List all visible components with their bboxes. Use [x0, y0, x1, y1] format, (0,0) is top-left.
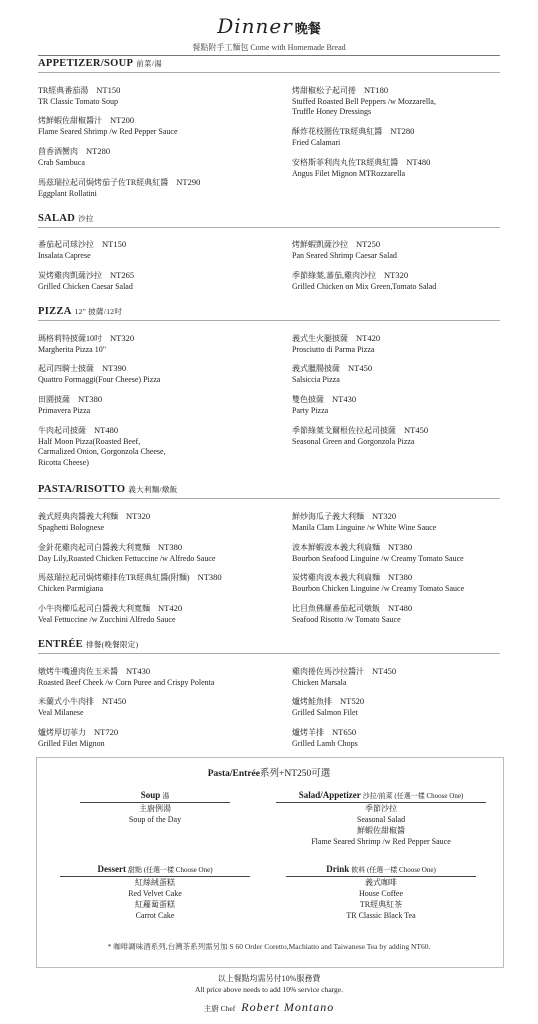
menu-item: 瑪格莉特披薩10吋 NT320 Margherita Pizza 10" [38, 333, 135, 354]
menu-item: 馬茲瑞拉起司焗烤茄子佐TR經典紅醬 NT290 Eggplant Rollatini [38, 177, 201, 198]
title-zh: 晚餐 [294, 21, 321, 36]
section-rule [38, 498, 500, 499]
menu-item: 季節綠葉戈爾根佐拉起司披薩 NT450 Seasonal Green and Gorgonzola Pizza [292, 425, 429, 446]
menu-item: 烤甜椒松子起司捲 NT180 Stuffed Roasted Bell Peppers /w Mozzarella, Truffle Honey Dressings [292, 85, 436, 116]
menu-item: 烤鮮蝦佐甜椒醬汁 NT200 Flame Seared Shrimp /w Red Pepper Sauce [38, 115, 178, 136]
set-menu-title: Pasta/Entrée系列+NT250可選 [207, 769, 331, 779]
section-title-salad: SALAD 沙拉 [38, 213, 94, 224]
menu-item: 爐烤羊排 NT650 Grilled Lamb Chops [292, 727, 358, 748]
menu-item: 烤鮮蝦凱薩沙拉 NT250 Pan Seared Shrimp Caesar Salad [292, 239, 397, 260]
section-title-pizza: PIZZA 12" 披薩/12吋 [38, 306, 123, 317]
section-rule [38, 227, 500, 228]
section-title-pasta: PASTA/RISOTTO 義大利麵/燉飯 [38, 484, 178, 495]
chef-signature: 主廚 Chef Robert Montano [203, 1000, 335, 1014]
menu-item: 馬茲瑞拉起司焗烤雞排佐TR經典紅醬(附麵) NT380 Chicken Parmigiana [38, 572, 222, 593]
menu-item: 義式生火腿披薩 NT420 Prosciutto di Parma Pizza [292, 333, 381, 354]
section-rule [38, 55, 500, 56]
set-salad-group: Salad/Appetizer 沙拉/前菜 (任選一樣 Choose One) 季節沙拉 Seasonal Salad 鮮蝦佐甜椒醬 Flame Seared Shrimp /w Red Pepper Sauce [270, 790, 492, 847]
set-drink-group: Drink 飲料 (任選一樣 Choose One) 義式咖啡 House Coffee TR經典紅茶 TR Classic Black Tea [270, 864, 492, 921]
section-title-appetizer: APPETIZER/SOUP 前菜/湯 [38, 58, 163, 69]
menu-item: 番茄起司球沙拉 NT150 Insalata Caprese [38, 239, 127, 260]
section-rule [38, 72, 500, 73]
service-charge-zh: 以上餐點均需另付10%服務費 [217, 974, 321, 983]
menu-item: 金針花雞肉起司白醬義大利寬麵 NT380 Day Lily,Roasted Chicken Fettuccine /w Alfredo Sauce [38, 542, 216, 563]
section-rule [38, 653, 500, 654]
set-footnote: * 咖啡調味酒系列,台灣茶系列需另加 S 60 Order Coretto,Machiatto and Taiwanese Tea by adding NT60. [107, 942, 431, 951]
menu-item: 雙色披薩 NT430 Party Pizza [292, 394, 357, 415]
set-soup-group: Soup 湯 主廚例湯 Soup of the Day [50, 790, 260, 825]
menu-item: 鮮炒海瓜子義大利麵 NT320 Manila Clam Linguine /w White Wine Sauce [292, 511, 437, 532]
section-title-entree: ENTRÉE 排餐(晚餐限定) [38, 639, 139, 650]
menu-item: 小牛肉櫛瓜起司白醬義大利寬麵 NT420 Veal Fettuccine /w Zucchini Alfredo Sauce [38, 603, 183, 624]
menu-title [0, 14, 538, 38]
menu-item: 爐烤鮭魚排 NT520 Grilled Salmon Filet [292, 696, 365, 717]
menu-item: 牛肉起司披薩 NT480 Half Moon Pizza(Roasted Beef, Carmalized Onion, Gorgonzola Cheese, Ricotta Cheese) [38, 425, 166, 467]
menu-item: 安格斯菲利肉丸佐TR經典紅醬 NT480 Angus Filet Mignon MTRozzarella [292, 157, 431, 178]
menu-item: 波本鮮蝦波本義大利扁麵 NT380 Bourbon Seafood Linguine /w Creamy Tomato Sauce [292, 542, 464, 563]
menu-item: 米蘭式小牛肉排 NT450 Veal Milanese [38, 696, 127, 717]
title-script: Dinner [217, 14, 293, 38]
menu-item: 茴香酒蟹肉 NT280 Crab Sambuca [38, 146, 111, 167]
menu-item: 義式經典肉醬義大利麵 NT320 Spaghetti Bolognese [38, 511, 151, 532]
menu-item: 炭烤雞肉波本義大利扁麵 NT380 Bourbon Chicken Linguine /w Creamy Tomato Sauce [292, 572, 465, 593]
menu-item: 雞肉捲佐馬沙拉醬汁 NT450 Chicken Marsala [292, 666, 397, 687]
set-dessert-group: Dessert 甜點 (任選一樣 Choose One) 紅絲絨蛋糕 Red Velvet Cake 紅蘿蔔蛋糕 Carrot Cake [50, 864, 260, 921]
service-charge-en: All price above needs to add 10% service charge. [195, 985, 343, 994]
menu-item: 季節綠葉,蕃茄,雞肉沙拉 NT320 Grilled Chicken on Mix Green,Tomato Salad [292, 270, 437, 291]
menu-item: 田園披薩 NT380 Primavera Pizza [38, 394, 103, 415]
menu-subtitle: 餐點附手工麵包 Come with Homemade Bread [192, 43, 346, 52]
menu-item: 炭烤雞肉凱薩沙拉 NT265 Grilled Chicken Caesar Salad [38, 270, 135, 291]
section-rule [38, 320, 500, 321]
menu-item: TR經典番茄湯 NT150 TR Classic Tomato Soup [38, 85, 121, 106]
menu-item: 酥炸花枝圈佐TR經典紅醬 NT280 Fried Calamari [292, 126, 415, 147]
menu-item: 義式臘腸披薩 NT450 Salsiccia Pizza [292, 363, 373, 384]
menu-item: 比目魚佛羅番茄起司燉飯 NT480 Seafood Risotto /w Tomato Sauce [292, 603, 413, 624]
menu-item: 燉烤牛嘴邊肉佐玉米醬 NT430 Roasted Beef Cheek /w Corn Puree and Crispy Polenta [38, 666, 215, 687]
set-menu-box [36, 757, 504, 968]
menu-item: 起司四騎士披薩 NT390 Quattro Formaggi(Four Cheese) Pizza [38, 363, 161, 384]
menu-item: 爐烤厚切菲力 NT720 Grilled Filet Mignon [38, 727, 119, 748]
